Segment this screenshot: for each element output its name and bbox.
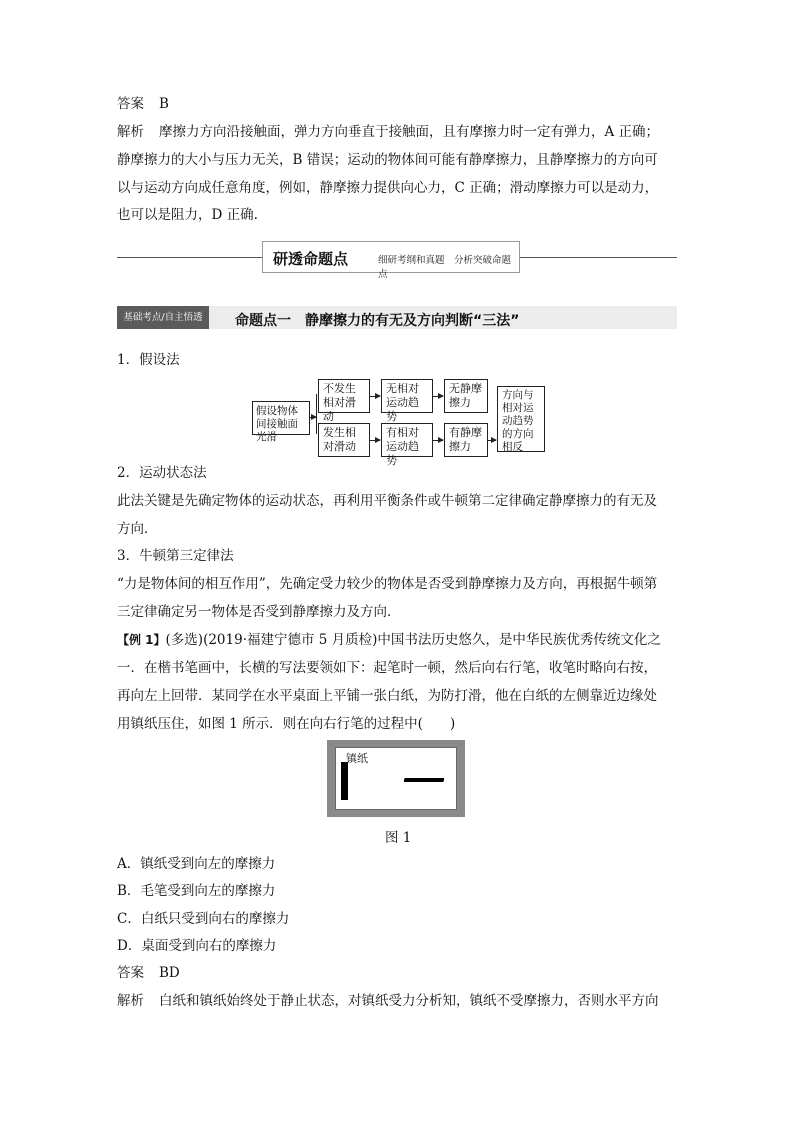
analysis-label: 解析: [117, 993, 144, 1009]
answer-line: [117, 98, 169, 112]
method-1-heading: 1．假设法: [117, 352, 180, 368]
analysis-text: 白纸和镇纸始终处于静止状态，对镇纸受力分析知，镇纸不受摩擦力，否则水平方向: [159, 993, 659, 1009]
answer-label: 答案: [117, 96, 144, 112]
example-line-2: 一．在楷书笔画中，长横的写法要领如下：起笔时一顿，然后向右行笔，收笔时略向右按，: [117, 660, 657, 676]
method-3-text-1: “力是物体间的相互作用”，先确定受力较少的物体是否受到静摩擦力及方向，再根据牛顿第: [117, 576, 658, 592]
option-d: D．桌面受到向右的摩擦力: [117, 938, 277, 954]
example-tag: 【例 1】: [117, 633, 166, 647]
answer-value: BD: [159, 965, 180, 981]
banner-title: 研透命题点: [273, 250, 349, 268]
paperweight: [341, 762, 348, 800]
flow-bottom-box-1: 发生相对滑动: [318, 423, 370, 457]
method-2-heading: 2．运动状态法: [117, 465, 207, 481]
example-text: (多选)(2019·福建宁德市 5 月质检)中国书法历史悠久，是中华民族优秀传统文化之: [165, 632, 661, 648]
answer-value: B: [159, 96, 169, 112]
method-2-text-2: 方向．: [117, 521, 158, 537]
paper-sheet: [335, 747, 457, 810]
answer-label: 答案: [117, 965, 144, 981]
analysis-line-4: 也可以是阻力，D 正确.: [117, 207, 258, 223]
flow-top-box-1: 不发生相对滑动: [318, 379, 370, 413]
flow-arrow: [433, 396, 443, 397]
method-2-text-1: 此法关键是先确定物体的运动状态，再利用平衡条件或牛顿第二定律确定静摩擦力的有无及: [117, 493, 657, 509]
analysis-line-1: [117, 126, 659, 140]
example-line-1: [117, 634, 661, 648]
analysis-2-line-1: [117, 995, 659, 1009]
answer-line-2: [117, 967, 180, 981]
option-b: B．毛笔受到向左的摩擦力: [117, 883, 276, 899]
method-3-heading: 3．牛顿第三定律法: [117, 548, 234, 564]
section-header: [117, 306, 677, 329]
option-c: C．白纸只受到向右的摩擦力: [117, 911, 290, 927]
flow-bottom-box-2: 有相对运动趋势: [381, 423, 433, 457]
flow-bottom-box-3: 有静摩擦力: [444, 423, 488, 457]
figure-1: [327, 740, 465, 817]
flow-end-box: 方向与相对运动趋势的方向相反: [497, 386, 545, 452]
flow-top-box-2: 无相对运动趋势: [381, 379, 433, 413]
banner-rule-right: [518, 257, 677, 258]
flow-connector: [310, 417, 316, 418]
analysis-text: 摩擦力方向沿接触面，弹力方向垂直于接触面，且有摩擦力时一定有弹力，A 正确；: [159, 124, 660, 140]
flow-top-box-3: 无静摩擦力: [444, 379, 488, 413]
example-line-3: 再向左上回带．某同学在水平桌面上平铺一张白纸，为防打滑，他在白纸的左侧靠近边缘处: [117, 688, 657, 704]
section-tag: 基础考点∕自主悟透: [117, 306, 209, 329]
section-title: 命题点一 静摩擦力的有无及方向判断“三法”: [235, 313, 520, 329]
flow-arrow: [433, 440, 443, 441]
option-a: A．镇纸受到向左的摩擦力: [117, 856, 276, 872]
flow-arrow: [370, 396, 380, 397]
paperweight-label: 镇纸: [346, 752, 368, 765]
figure-caption: 图 1: [385, 830, 412, 846]
analysis-line-2: 静摩擦力的大小与压力无关，B 错误；运动的物体间可能有静摩擦力，且静摩擦力的方向可: [117, 152, 658, 168]
banner-subtitle: 细研考纲和真题 分析突破命题点: [378, 255, 512, 280]
example-line-4: 用镇纸压住，如图 1 所示．则在向右行笔的过程中( ): [117, 716, 456, 732]
banner-rule-left: [117, 257, 262, 258]
section-banner: [262, 241, 520, 280]
analysis-label: 解析: [117, 124, 144, 140]
flow-arrow: [488, 440, 496, 441]
analysis-line-3: 以与运动方向成任意角度，例如，静摩擦力提供向心力，C 正确；滑动摩擦力可以是动力，: [117, 180, 659, 196]
flow-start-box: 假设物体间接触面光滑: [252, 401, 310, 435]
brush-stroke: [404, 778, 444, 782]
flow-arrow: [370, 440, 380, 441]
method-3-text-2: 三定律确定另一物体是否受到静摩擦力及方向．: [117, 604, 401, 620]
